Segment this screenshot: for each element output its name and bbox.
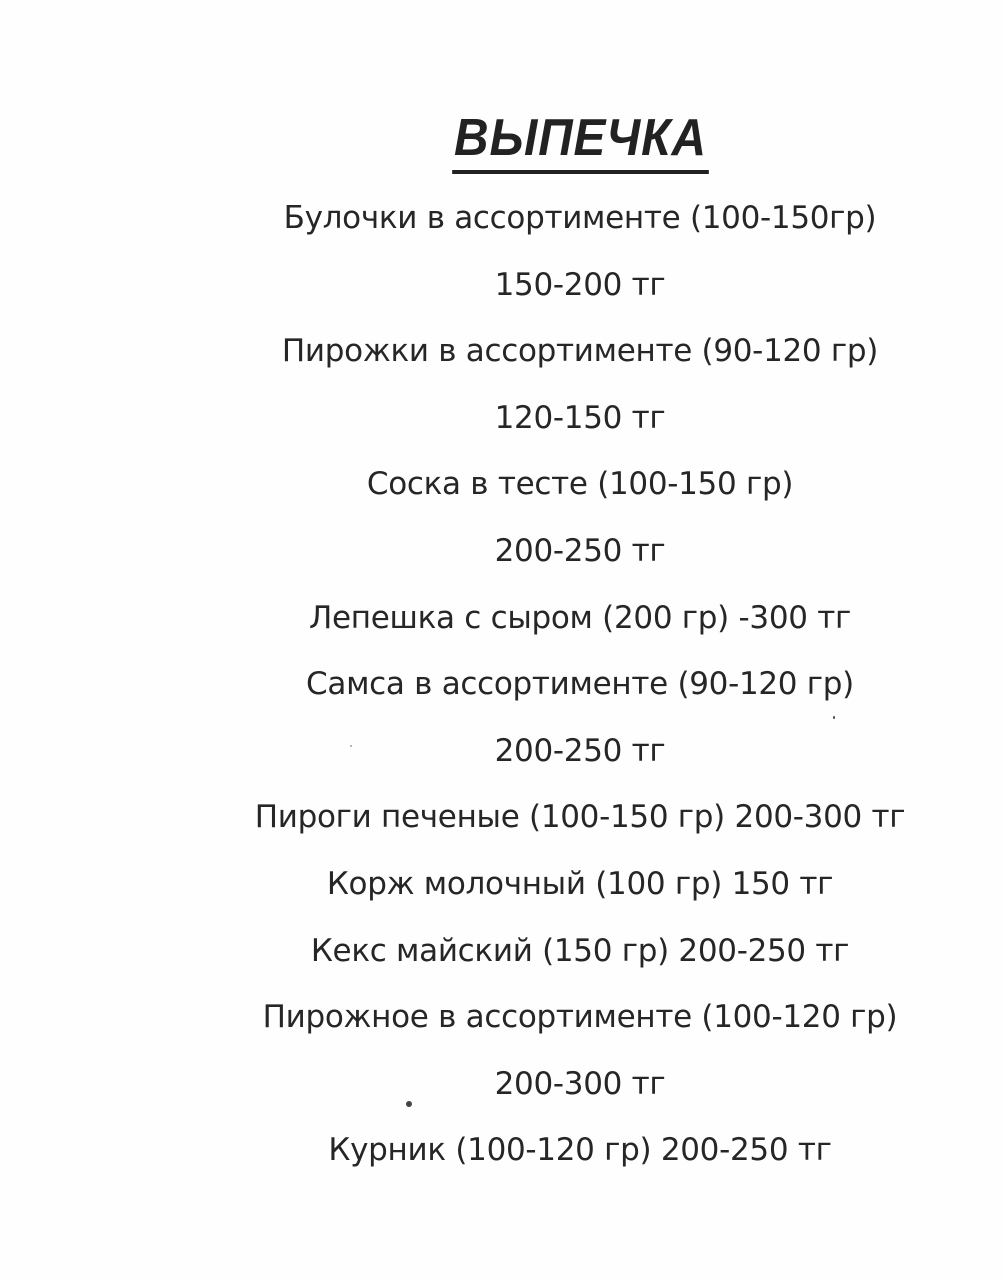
menu-line-price: 200-300 тг (494, 1065, 666, 1102)
menu-line-item: Соска в тесте (100-150 гр) (366, 466, 794, 503)
menu-line-item: Курник (100-120 гр) 200-250 тг (328, 1132, 832, 1169)
menu-line-item: Пирожное в ассортименте (100-120 гр) (262, 999, 898, 1036)
scan-speck (350, 745, 352, 747)
menu-line-item: Пироги печеные (100-150 гр) 200-300 тг (254, 799, 906, 836)
menu-line-price: 200-250 тг (494, 732, 666, 769)
menu-line-price: 200-250 тг (494, 532, 666, 569)
menu-line-item: Кекс майский (150 гр) 200-250 тг (310, 932, 850, 969)
menu-line-item: Пирожки в ассортименте (90-120 гр) (281, 333, 879, 370)
scan-speck (833, 716, 835, 719)
menu-title (170, 108, 990, 174)
menu-lines (170, 190, 990, 1189)
menu-line-item: Корж молочный (100 гр) 150 тг (326, 865, 834, 902)
scan-speck (406, 1101, 412, 1107)
menu-line-price: 120-150 тг (494, 399, 666, 436)
menu-line-price: 150-200 тг (494, 266, 666, 303)
menu-title-text: ВЫПЕЧКА (452, 108, 709, 174)
menu-line-item: Самса в ассортименте (90-120 гр) (306, 666, 854, 703)
menu-line-item: Лепешка с сыром (200 гр) -300 тг (309, 599, 851, 636)
menu-line-item: Булочки в ассортименте (100-150гр) (283, 200, 877, 236)
